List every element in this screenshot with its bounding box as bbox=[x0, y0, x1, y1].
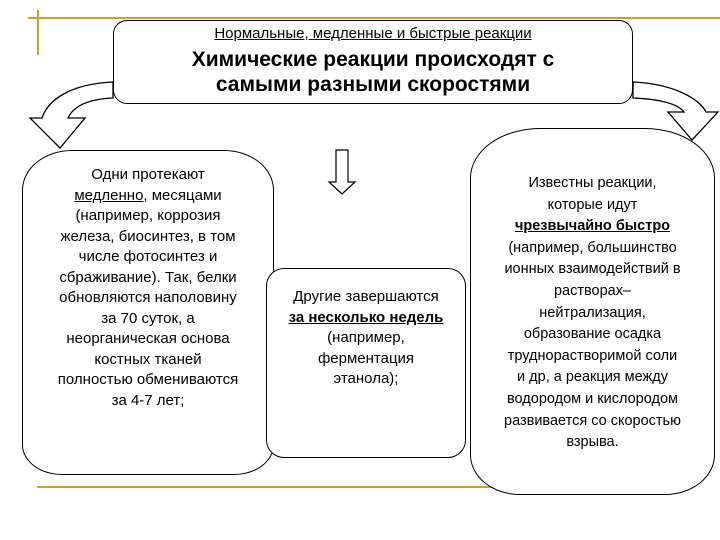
title-line: Химические реакции происходят с bbox=[191, 48, 555, 71]
title-box bbox=[113, 20, 633, 104]
text-line: числе фотосинтез и bbox=[78, 248, 218, 265]
text-line: которые идут bbox=[547, 196, 638, 213]
down-arrow bbox=[329, 150, 355, 194]
text-line: водородом и кислородом bbox=[507, 390, 678, 407]
text-line: Другие завершаются bbox=[293, 288, 439, 305]
text-line: (например, большинство bbox=[508, 239, 677, 256]
text-line: сбраживание). Так, белки bbox=[59, 268, 237, 286]
fast-reactions-box bbox=[470, 128, 715, 495]
text-line: костных тканей bbox=[94, 350, 202, 368]
text-line: (например, коррозия bbox=[75, 207, 221, 224]
text-line: взрыва. bbox=[566, 434, 619, 451]
text-line: нейтрализация, bbox=[539, 304, 646, 321]
text-line: растворах– bbox=[553, 282, 632, 299]
text-line: за 70 суток, а bbox=[101, 309, 195, 327]
text-line: ионных взаимодействий в bbox=[504, 261, 681, 278]
title-line: самыми разными скоростями bbox=[215, 73, 531, 96]
text-line: обновляются наполовину bbox=[59, 289, 237, 306]
text-line: Известны реакции, bbox=[528, 175, 657, 191]
text-line: полностью обмениваются bbox=[57, 371, 239, 388]
text-line: ферментация bbox=[317, 349, 415, 367]
fast-phrase: чрезвычайно быстро bbox=[514, 218, 671, 235]
text-line: труднорастворимой соли bbox=[507, 347, 678, 364]
left-curved-arrow bbox=[30, 82, 113, 148]
text-line: неорганическая основа bbox=[66, 330, 230, 347]
text-line bbox=[23, 186, 273, 207]
text-line: (например, bbox=[327, 329, 405, 346]
text-line: развивается со скоростью bbox=[504, 412, 681, 429]
slow-reactions-box bbox=[22, 150, 274, 475]
text-line: железа, биосинтез, в том bbox=[60, 227, 236, 245]
text-line: и др, а реакция между bbox=[517, 369, 668, 386]
text-line: образование осадка bbox=[523, 326, 662, 343]
text-line: за 4-7 лет; bbox=[111, 391, 185, 409]
slow-rest: месяцами bbox=[147, 186, 222, 204]
medium-reactions-box bbox=[266, 268, 466, 458]
title bbox=[114, 47, 632, 97]
slow-word: медленно, bbox=[74, 186, 148, 204]
text-line: Одни протекают bbox=[91, 166, 205, 183]
weeks-phrase: за несколько недель bbox=[288, 308, 444, 326]
text-line: этанола); bbox=[333, 370, 399, 387]
subtitle: Нормальные, медленные и быстрые реакции bbox=[214, 25, 532, 42]
